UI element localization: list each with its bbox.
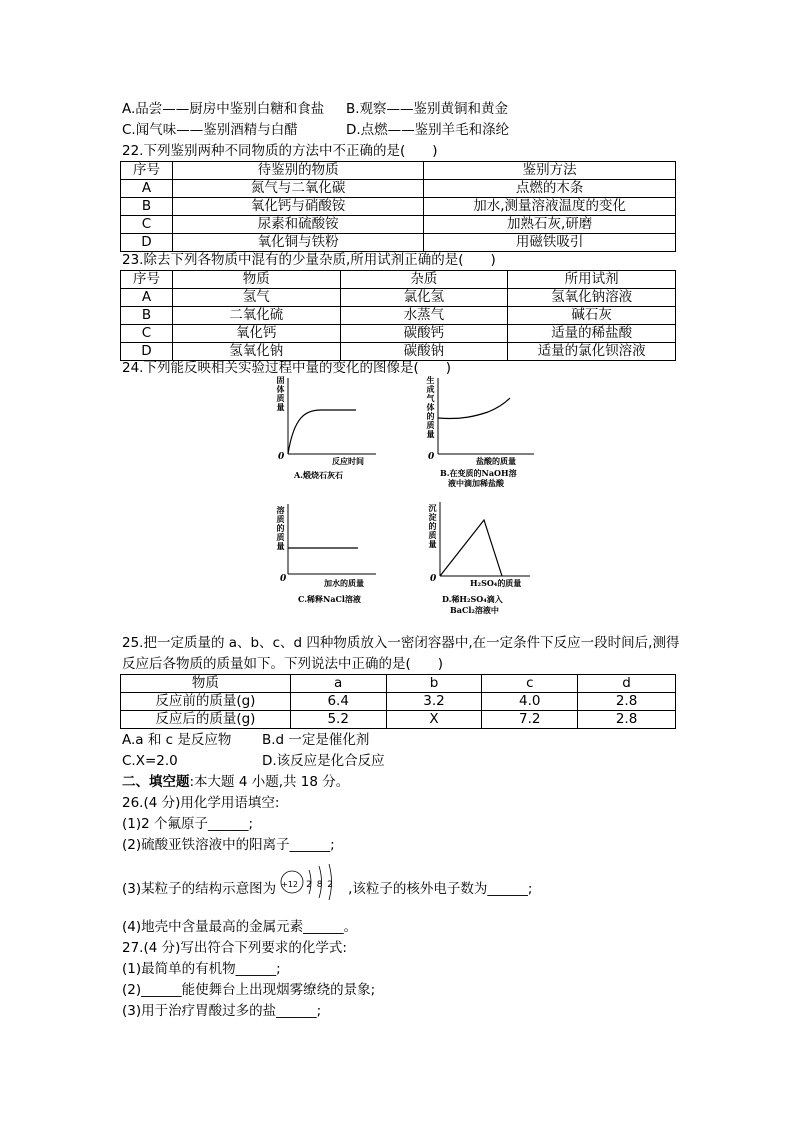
graph-d-origin: 0 bbox=[430, 574, 437, 584]
q27-part2: (2)______能使舞台上出现烟雾缭绕的景象; bbox=[122, 982, 376, 998]
graph-a-ylabel: 固体质量 bbox=[276, 375, 285, 412]
graph-b-plot bbox=[426, 376, 556, 466]
table-cell: 适量的氯化钡溶液 bbox=[508, 343, 676, 361]
table-cell: 2.8 bbox=[578, 711, 676, 729]
electron-shells: 2 8 2 bbox=[306, 880, 335, 890]
header-cell: 鉴别方法 bbox=[424, 162, 676, 180]
header-cell: a bbox=[290, 675, 386, 693]
table-cell: 点燃的木条 bbox=[424, 180, 676, 198]
table-cell: B bbox=[121, 307, 173, 325]
table-cell: 适量的稀盐酸 bbox=[508, 325, 676, 343]
table-cell: 氧化钙 bbox=[172, 325, 340, 343]
table-cell: 氢氧化钠溶液 bbox=[508, 289, 676, 307]
q21-option-d: D.点燃——鉴别羊毛和涤纶 bbox=[346, 122, 510, 138]
q25-option-b: B.d 一定是催化剂 bbox=[262, 732, 370, 748]
graph-b-ylabel: 生成气体的质量 bbox=[426, 375, 435, 439]
table-cell: 氯化氢 bbox=[340, 289, 508, 307]
header-cell: 物质 bbox=[172, 271, 340, 289]
section-heading bbox=[122, 773, 349, 791]
table-cell: 加熟石灰,研磨 bbox=[424, 216, 676, 234]
section-title: 二、填空题 bbox=[122, 774, 190, 790]
table-cell: X bbox=[386, 711, 482, 729]
table-cell: 2.8 bbox=[578, 693, 676, 711]
q22-table bbox=[120, 161, 676, 252]
header-cell: 待鉴别的物质 bbox=[172, 162, 423, 180]
graph-d-caption-line1: D.稀H₂SO₄滴入 bbox=[442, 594, 503, 604]
graph-d-plot bbox=[426, 500, 556, 590]
q21-option-c: C.闻气味——鉴别酒精与白醋 bbox=[122, 122, 298, 138]
graph-c-xlabel: 加水的质量 bbox=[324, 578, 364, 588]
atom-structure-diagram bbox=[276, 880, 348, 898]
graph-d-caption-line2: BaCl₂溶液中 bbox=[450, 605, 499, 615]
header-cell: 物质 bbox=[121, 675, 291, 693]
table-cell: B bbox=[121, 198, 173, 216]
table-cell: 6.4 bbox=[290, 693, 386, 711]
table-cell: 3.2 bbox=[386, 693, 482, 711]
table-cell: 反应后的质量(g) bbox=[121, 711, 291, 729]
table-row bbox=[121, 180, 676, 198]
header-cell: 序号 bbox=[121, 162, 173, 180]
nucleus-charge: +12 bbox=[281, 880, 299, 889]
table-cell: D bbox=[121, 343, 173, 361]
table-row bbox=[121, 693, 676, 711]
q27-stem: 27.(4 分)写出符合下列要求的化学式: bbox=[122, 940, 347, 956]
graph-c-plot bbox=[276, 500, 396, 590]
q22-stem: 22.下列鉴别两种不同物质的方法中不正确的是( ) bbox=[122, 143, 438, 159]
q25-stem-line1: 25.把一定质量的 a、b、c、d 四种物质放入一密闭容器中,在一定条件下反应一段时间后,测得 bbox=[122, 635, 680, 651]
table-row bbox=[121, 325, 676, 343]
table-row bbox=[121, 216, 676, 234]
table-cell: 反应前的质量(g) bbox=[121, 693, 291, 711]
table-cell: D bbox=[121, 234, 173, 252]
header-cell: 序号 bbox=[121, 271, 173, 289]
table-row bbox=[121, 289, 676, 307]
graph-d-ylabel: 沉淀的质量 bbox=[428, 503, 437, 549]
graph-d bbox=[426, 500, 556, 618]
header-cell: d bbox=[578, 675, 676, 693]
graph-c-ylabel: 溶质的质量 bbox=[276, 505, 285, 551]
table-cell: A bbox=[121, 289, 173, 307]
q25-option-c: C.X=2.0 bbox=[122, 753, 178, 769]
q26-part3-suffix: ,该粒子的核外电子数为______; bbox=[348, 881, 533, 897]
section-description: :本大题 4 小题,共 18 分。 bbox=[189, 774, 350, 790]
table-cell: C bbox=[121, 216, 173, 234]
q25-option-a: A.a 和 c 是反应物 bbox=[122, 732, 232, 748]
graph-a-caption: A.煅烧石灰石 bbox=[294, 470, 343, 480]
graph-b bbox=[426, 376, 556, 488]
table-row bbox=[121, 234, 676, 252]
q27-part3: (3)用于治疗胃酸过多的盐______; bbox=[122, 1003, 322, 1019]
graph-d-xlabel: H₂SO₄的质量 bbox=[470, 578, 522, 588]
table-cell: 7.2 bbox=[482, 711, 578, 729]
table-row bbox=[121, 711, 676, 729]
table-cell: 4.0 bbox=[482, 693, 578, 711]
q21-option-b: B.观察——鉴别黄铜和黄金 bbox=[346, 101, 509, 117]
q24-stem: 24.下列能反映相关实验过程中量的变化的图像是( ) bbox=[122, 360, 452, 376]
table-cell: A bbox=[121, 180, 173, 198]
table-cell: 氮气与二氧化碳 bbox=[172, 180, 423, 198]
table-cell: 氧化铜与铁粉 bbox=[172, 234, 423, 252]
q26-part2: (2)硫酸亚铁溶液中的阳离子______; bbox=[122, 837, 335, 853]
q26-part1: (1)2 个氟原子______; bbox=[122, 816, 254, 832]
header-cell: b bbox=[386, 675, 482, 693]
table-row bbox=[121, 198, 676, 216]
header-cell: c bbox=[482, 675, 578, 693]
q26-part4: (4)地壳中含量最高的金属元素______。 bbox=[122, 919, 358, 935]
table-cell: 用磁铁吸引 bbox=[424, 234, 676, 252]
table-cell: C bbox=[121, 325, 173, 343]
graph-b-origin: 0 bbox=[428, 452, 435, 462]
q23-table bbox=[120, 270, 676, 361]
table-cell: 水蒸气 bbox=[340, 307, 508, 325]
table-cell: 二氧化硫 bbox=[172, 307, 340, 325]
graph-a-xlabel: 反应时间 bbox=[332, 456, 364, 466]
table-cell: 碳酸钠 bbox=[340, 343, 508, 361]
graph-a-origin: 0 bbox=[278, 452, 285, 462]
q25-option-d: D.该反应是化合反应 bbox=[262, 753, 385, 769]
q25-table bbox=[120, 674, 676, 729]
table-cell: 碳酸钙 bbox=[340, 325, 508, 343]
graph-c-caption: C.稀释NaCl溶液 bbox=[298, 594, 361, 604]
q25-stem-line2: 反应后各物质的质量如下。下列说法中正确的是( ) bbox=[122, 656, 444, 672]
table-cell: 氧化钙与硝酸铵 bbox=[172, 198, 423, 216]
graph-a bbox=[276, 376, 396, 488]
graph-a-plot bbox=[276, 376, 396, 466]
graph-b-caption-line2: 液中滴加稀盐酸 bbox=[448, 478, 504, 488]
q23-stem: 23.除去下列各物质中混有的少量杂质,所用试剂正确的是( ) bbox=[122, 252, 496, 268]
header-cell: 所用试剂 bbox=[508, 271, 676, 289]
table-cell: 尿素和硫酸铵 bbox=[172, 216, 423, 234]
graph-c-origin: 0 bbox=[280, 574, 287, 584]
q21-option-a: A.品尝——厨房中鉴别白糖和食盐 bbox=[122, 101, 325, 117]
table-cell: 氢氧化钠 bbox=[172, 343, 340, 361]
graph-c bbox=[276, 500, 396, 610]
table-header-row bbox=[121, 271, 676, 289]
table-header-row bbox=[121, 675, 676, 693]
table-row bbox=[121, 343, 676, 361]
graph-b-caption-line1: B.在变质的NaOH溶 bbox=[440, 468, 517, 478]
header-cell: 杂质 bbox=[340, 271, 508, 289]
q27-part1: (1)最简单的有机物______; bbox=[122, 961, 281, 977]
table-cell: 氢气 bbox=[172, 289, 340, 307]
q26-part3-prefix: (3)某粒子的结构示意图为 bbox=[122, 881, 277, 897]
table-header-row bbox=[121, 162, 676, 180]
graph-b-xlabel: 盐酸的质量 bbox=[476, 456, 516, 466]
table-cell: 5.2 bbox=[290, 711, 386, 729]
q26-stem: 26.(4 分)用化学用语填空: bbox=[122, 795, 280, 811]
table-cell: 碱石灰 bbox=[508, 307, 676, 325]
table-cell: 加水,测量溶液温度的变化 bbox=[424, 198, 676, 216]
table-row bbox=[121, 307, 676, 325]
q26-part3 bbox=[122, 880, 532, 898]
